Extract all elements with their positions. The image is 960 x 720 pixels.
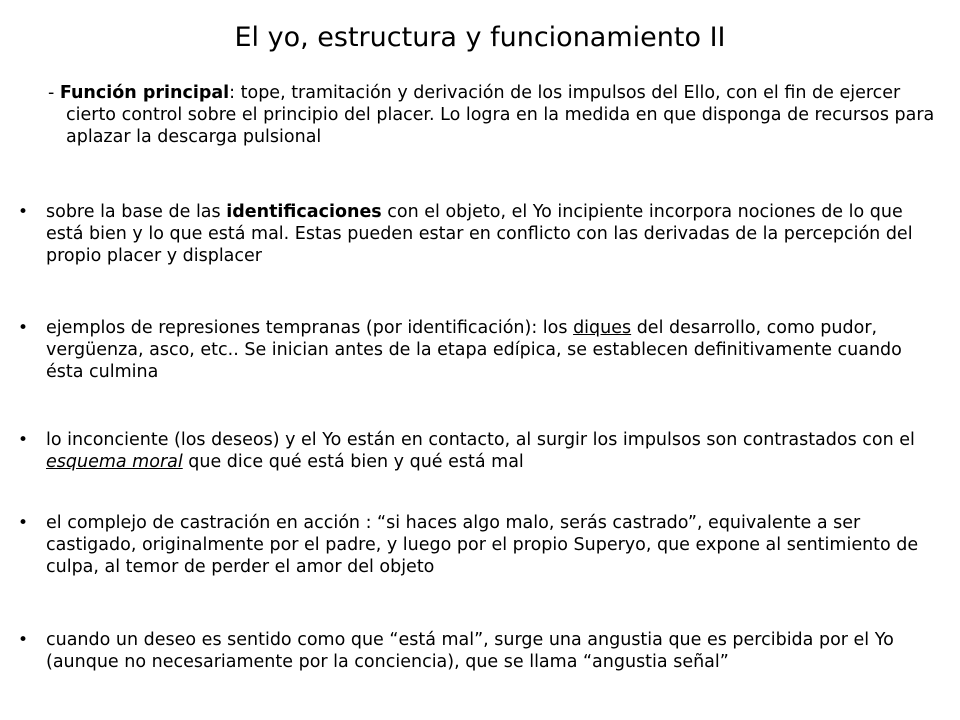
bullet-bold-term: identificaciones (226, 202, 382, 222)
bullet-text (46, 429, 926, 473)
bullet-text: el complejo de castración en acción : “si haces algo malo, serás castrado”, equivalente a ser castigado, originalmente por el padre, y luego por el propio Superyo, que expone al sentimiento de culpa, al temor de perder el amor del objeto (46, 513, 919, 577)
bullet-text: cuando un deseo es sentido como que “está mal”, surge una angustia que es percibida por el Yo (aunque no necesariamente por la conciencia), que se llama “angustia señal” (46, 630, 894, 672)
intro-paragraph (48, 82, 938, 148)
bullet-underlined-term: diques (573, 318, 632, 338)
bullet-item-angustia (18, 629, 938, 673)
intro-prefix: - (48, 83, 60, 103)
bullet-dot-icon: • (18, 202, 29, 222)
bullet-item-identificaciones (18, 201, 938, 267)
slide-title: El yo, estructura y funcionamiento II (234, 22, 726, 53)
bullet-text-part: del desarrollo, como pudor, vergüenza, asco, etc.. Se inician antes de la etapa edípica, se establecen definitivamente cuando ésta culmina (46, 318, 902, 382)
bullet-text-part: sobre la base de las (46, 202, 227, 222)
bullet-item-diques (18, 317, 938, 383)
bullet-dot-icon: • (18, 318, 29, 338)
bullet-underlined-italic-term: esquema moral (46, 452, 183, 472)
bullet-text-part: con el objeto, el Yo incipiente incorpora nociones de lo que está bien y lo que está mal. Estas pueden estar en conflicto con las derivadas de la percepción del propio placer y displacer (46, 202, 913, 266)
bullet-dot-icon: • (18, 630, 29, 650)
bullet-text-part: que dice qué está bien y qué está mal (182, 452, 524, 472)
bullet-dot-icon: • (18, 430, 29, 450)
intro-bold-term: Función principal (59, 83, 230, 103)
bullet-text (46, 317, 926, 383)
bullet-text (46, 201, 926, 267)
intro-text: : tope, tramitación y derivación de los impulsos del Ello, con el fin de ejercer cierto control sobre el principio del placer. Lo logra en la medida en que disponga de recursos para aplazar la descarga pulsional (66, 83, 935, 147)
bullet-item-esquema-moral (18, 429, 938, 473)
bullet-text-part: ejemplos de represiones tempranas (por identificación): los (46, 318, 574, 338)
bullet-item-castracion (18, 512, 938, 578)
bullet-text-part: lo inconciente (los deseos) y el Yo están en contacto, al surgir los impulsos son contrastados con el (46, 430, 915, 450)
bullet-dot-icon: • (18, 513, 29, 533)
